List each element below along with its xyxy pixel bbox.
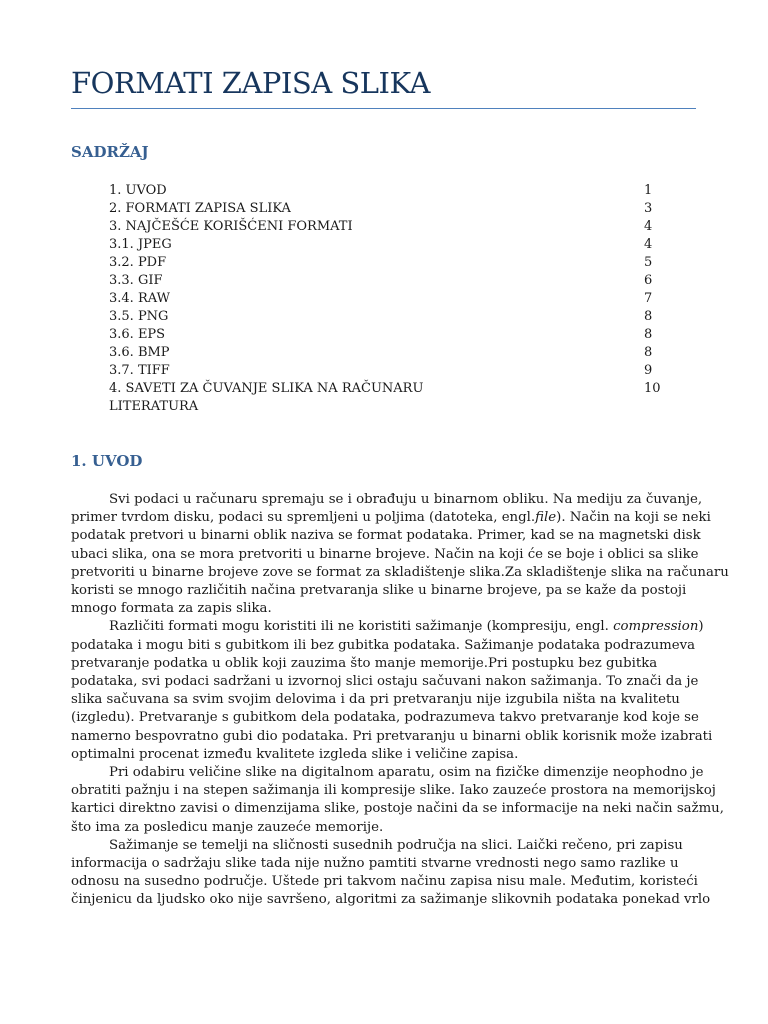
table-of-contents [109,182,669,416]
toc-entry [109,344,669,362]
toc-entry-page: 3 [644,201,653,216]
paragraph-line: podatak pretvori u binarni oblik naziva se format podataka. Primer, kad se na magnetski disk [71,528,701,544]
toc-entry [109,200,669,218]
toc-entry-label: 3.2. PDF [109,255,167,270]
paragraph-line: pretvoriti u binarne brojeve zove se format za skladištenje slika.Za skladištenje slika na računaru [71,564,729,580]
paragraph-line: slika sačuvana sa svim svojim delovima i da pri pretvaranju nije izgubila ništa na kvalitetu [71,692,680,708]
toc-entry-label: 3. NAJČEŠĆE KORIŠĆENI FORMATI [109,219,353,234]
toc-entry-label: 3.3. GIF [109,273,163,288]
paragraph-line: kartici direktno zavisi o dimenzijama slike, postoje načini da se informacije na neki način sažmu, [71,801,724,817]
toc-entry-page: 5 [644,255,653,270]
paragraph-line: koristi se mnogo različitih načina pretvaranja slike u binarne brojeve, pa se kaže da postoji [71,583,687,599]
paragraph-line: podataka, svi podaci sadržani u izvornoj slici ostaju sačuvani nakon sažimanja. To znači da je [71,674,699,690]
section-heading-uvod: 1. UVOD [71,452,143,470]
toc-entry-page: 6 [644,273,653,288]
toc-entry [109,398,669,416]
title-underline [71,108,696,109]
toc-entry-page: 8 [644,345,653,360]
toc-entry [109,326,669,344]
toc-entry-page: 4 [644,219,653,234]
paragraph-line: ubaci slika, ona se mora pretvoriti u binarne brojeve. Način na koji će se boje i oblici sa slike [71,546,699,562]
toc-entry-label: LITERATURA [109,399,199,414]
toc-entry-label: 3.4. RAW [109,291,170,306]
paragraph-line: namerno bespovratno gubi dio podataka. Pri pretvaranju u binarni oblik korisnik može izabrati [71,728,713,744]
toc-entry-label: 2. FORMATI ZAPISA SLIKA [109,201,291,216]
paragraph-line: činjenicu da ljudsko oko nije savršeno, algoritmi za sažimanje slikovnih podataka ponekad vrlo [71,892,711,908]
toc-entry-page: 8 [644,309,653,324]
toc-entry-label: 3.6. BMP [109,345,170,360]
toc-entry [109,272,669,290]
paragraph-line: obratiti pažnju i na stepen sažimanja ili kompresije slike. Iako zauzeće prostora na memorijskoj [71,783,716,799]
paragraph-line: (izgledu). Pretvaranje s gubitkom dela podataka, podrazumeva takvo pretvaranje kod koje se [71,710,699,726]
toc-entry-label: 3.1. JPEG [109,237,172,252]
paragraph-line: Svi podaci u računaru spremaju se i obrađuju u binarnom obliku. Na mediju za čuvanje, [109,492,703,507]
paragraph-line: Sažimanje se temelji na sličnosti susednih područja na slici. Laički rečeno, pri zapisu [109,837,683,853]
paragraph-line: što ima za posledicu manje zauzeće memorije. [71,819,384,835]
paragraph-line: optimalni procenat između kvalitete izgleda slike i veličine zapisa. [71,746,519,762]
document-title: FORMATI ZAPISA SLIKA [71,66,430,100]
toc-entry-page: 4 [644,237,653,252]
toc-entry-label: 1. UVOD [109,183,167,198]
paragraph-line: informacija o sadržaju slike tada nije nužno pamtiti stvarne vrednosti nego samo razlike u [71,856,679,872]
toc-entry-label: 3.6. EPS [109,327,166,342]
toc-entry-label: 4. SAVETI ZA ČUVANJE SLIKA NA RAČUNARU [109,381,424,396]
paragraph [71,764,724,837]
paragraph-line: Pri odabiru veličine slike na digitalnom aparatu, osim na fizičke dimenzije neophodno je [109,765,704,781]
paragraph [71,491,729,618]
toc-entry [109,308,669,326]
toc-entry-page: 1 [644,183,653,198]
toc-entry [109,362,669,380]
paragraph [71,837,711,910]
toc-entry-page: 10 [644,381,661,396]
toc-entry [109,380,669,398]
toc-entry [109,218,669,236]
toc-entry [109,236,669,254]
paragraph [71,618,711,764]
toc-entry-page: 9 [644,363,653,378]
paragraph-line: mnogo formata za zapis slika. [71,601,272,617]
paragraph-line: Različiti formati mogu koristiti ili ne koristiti sažimanje (kompresiju, engl. compression) [109,619,704,635]
paragraph-line: odnosu na susedno područje. Uštede pri takvom načinu zapisa nisu male. Međutim, koristeći [71,874,698,890]
toc-entry-page: 7 [644,291,653,306]
paragraph-line: primer tvrdom disku, podaci su spremljeni u poljima (datoteka, engl.file). Način na koji se neki [71,510,711,526]
toc-entry-label: 3.5. PNG [109,309,169,324]
toc-entry-page: 8 [644,327,653,342]
toc-entry-label: 3.7. TIFF [109,363,170,378]
toc-entry [109,254,669,272]
paragraph-line: podataka i mogu biti s gubitkom ili bez gubitka podataka. Sažimanje podataka podrazumeva [71,637,696,653]
body-text [71,491,729,910]
paragraph-line: pretvaranje podatka u oblik koji zauzima što manje memorije.Pri postupku bez gubitka [71,655,658,671]
toc-heading: SADRŽAJ [71,143,149,161]
toc-entry [109,290,669,308]
toc-entry [109,182,669,200]
